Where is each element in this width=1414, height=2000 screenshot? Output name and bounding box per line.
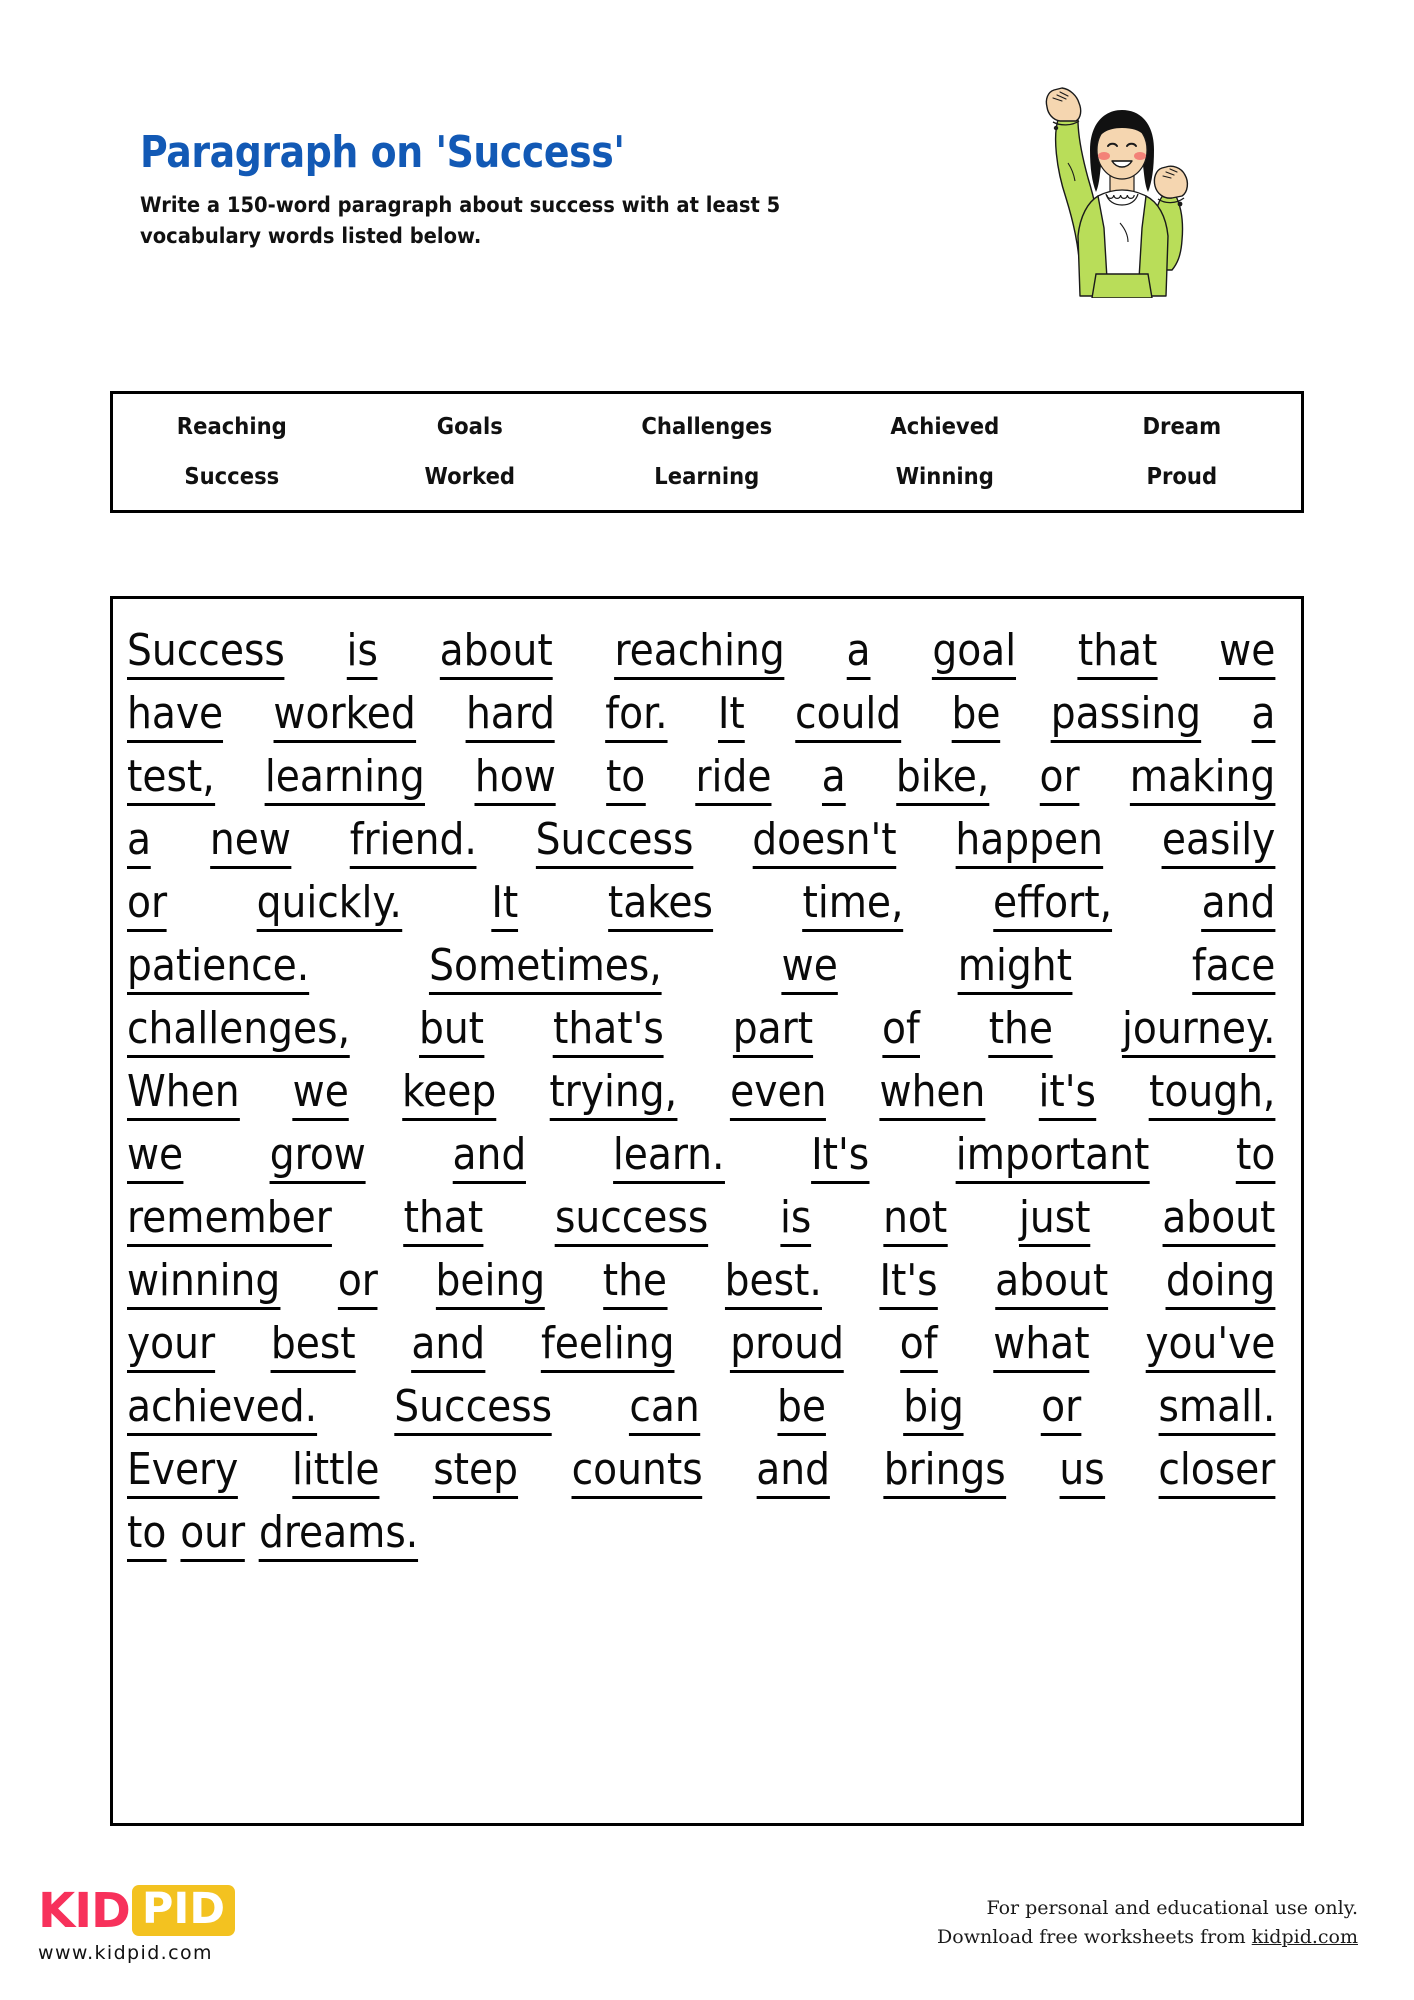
vocabulary-row <box>113 452 1301 502</box>
handwriting-line <box>127 743 1275 806</box>
handwriting-word: being <box>436 1259 546 1310</box>
handwriting-word: that's <box>553 1007 664 1058</box>
handwriting-word: the <box>603 1259 667 1310</box>
vocabulary-word: Goals <box>436 414 503 440</box>
handwriting-word: that <box>404 1196 484 1247</box>
handwriting-word: to <box>606 755 645 806</box>
handwriting-word: takes <box>608 881 713 932</box>
vocabulary-word: Reaching <box>176 414 287 440</box>
handwriting-word: easily <box>1162 818 1276 869</box>
handwriting-word: brings <box>884 1448 1006 1499</box>
handwriting-word: about <box>440 629 553 680</box>
handwriting-word: a <box>822 755 846 806</box>
handwriting-word: success <box>555 1196 708 1247</box>
handwriting-word: keep <box>402 1070 496 1121</box>
handwriting-word: achieved. <box>127 1385 317 1436</box>
vocabulary-word: Learning <box>654 464 760 490</box>
handwriting-line <box>127 1373 1275 1436</box>
handwriting-line <box>127 1310 1275 1373</box>
handwriting-word: test, <box>127 755 215 806</box>
handwriting-word: effort, <box>993 881 1112 932</box>
handwriting-word: us <box>1059 1448 1104 1499</box>
footer-note-prefix: Download free worksheets from <box>937 1926 1252 1949</box>
handwriting-word: that <box>1078 629 1158 680</box>
handwriting-word: your <box>127 1322 215 1373</box>
handwriting-word: grow <box>270 1133 366 1184</box>
page-title: Paragraph on 'Success' <box>140 127 625 178</box>
handwriting-word: about <box>1162 1196 1275 1247</box>
logo-pid-badge: PID <box>132 1885 235 1936</box>
handwriting-word: step <box>433 1448 518 1499</box>
handwriting-word: be <box>777 1385 826 1436</box>
handwriting-word: of <box>882 1007 920 1058</box>
handwriting-word: ride <box>695 755 771 806</box>
handwriting-word: to <box>1236 1133 1275 1184</box>
handwriting-word: Success <box>394 1385 552 1436</box>
footer-usage-note <box>937 1894 1358 1953</box>
vocabulary-word: Success <box>184 464 280 490</box>
handwriting-word: or <box>1040 755 1080 806</box>
handwriting-line <box>127 680 1275 743</box>
handwriting-word: closer <box>1158 1448 1275 1499</box>
handwriting-word: be <box>951 692 1000 743</box>
handwriting-word: little <box>292 1448 380 1499</box>
handwriting-word: It <box>718 692 745 743</box>
celebrating-woman-illustration <box>1022 68 1222 298</box>
handwriting-word: patience. <box>127 944 309 995</box>
handwriting-word: we <box>127 1133 183 1184</box>
handwriting-word: just <box>1019 1196 1091 1247</box>
handwriting-word: proud <box>730 1322 844 1373</box>
handwriting-word: we <box>1219 629 1275 680</box>
worksheet-instructions: Write a 150-word paragraph about success with at least 5 vocabulary words listed below. <box>140 193 781 248</box>
vocabulary-row <box>113 402 1301 452</box>
handwriting-word: is <box>347 629 378 680</box>
handwriting-word: It <box>491 881 518 932</box>
footer-note-line-2 <box>937 1923 1358 1952</box>
handwriting-word: happen <box>955 818 1103 869</box>
handwriting-word: how <box>475 755 556 806</box>
handwriting-word: of <box>900 1322 938 1373</box>
vocabulary-word: Achieved <box>890 414 1000 440</box>
handwriting-line <box>127 806 1275 869</box>
handwriting-word: bike, <box>896 755 989 806</box>
handwriting-word: best. <box>725 1259 822 1310</box>
handwriting-word: journey. <box>1122 1007 1275 1058</box>
handwriting-word: best <box>271 1322 356 1373</box>
vocabulary-word: Winning <box>895 464 994 490</box>
handwriting-line <box>127 932 1275 995</box>
handwriting-word: learning <box>265 755 425 806</box>
handwriting-word: learn. <box>613 1133 725 1184</box>
handwriting-word: might <box>958 944 1072 995</box>
handwriting-word: or <box>338 1259 378 1310</box>
vocabulary-word: Worked <box>424 464 515 490</box>
handwriting-word: tough, <box>1149 1070 1275 1121</box>
handwriting-word: and <box>756 1448 830 1499</box>
handwriting-word: feeling <box>541 1322 675 1373</box>
handwriting-word: and <box>1202 881 1276 932</box>
handwriting-word: remember <box>127 1196 332 1247</box>
logo-website-url: www.kidpid.com <box>38 1942 213 1964</box>
handwriting-word: not <box>883 1196 947 1247</box>
logo-wordmark <box>38 1882 338 1939</box>
handwriting-word: It's <box>879 1259 937 1310</box>
handwriting-word: small. <box>1159 1385 1276 1436</box>
handwriting-word: about <box>995 1259 1108 1310</box>
handwriting-word: a <box>1251 692 1275 743</box>
handwriting-word: winning <box>127 1259 280 1310</box>
handwriting-word: doing <box>1166 1259 1275 1310</box>
handwriting-word: it's <box>1038 1070 1095 1121</box>
handwriting-word: could <box>795 692 901 743</box>
handwriting-word: dreams. <box>259 1511 418 1562</box>
handwriting-word: when <box>880 1070 986 1121</box>
logo-kid-text: KID <box>38 1882 130 1939</box>
handwriting-word: a <box>847 629 871 680</box>
kidpid-logo <box>38 1882 338 1964</box>
handwriting-word: It's <box>811 1133 869 1184</box>
handwriting-word: worked <box>273 692 415 743</box>
worksheet-header <box>140 127 1020 251</box>
handwriting-word: time, <box>802 881 903 932</box>
handwriting-word: but <box>419 1007 484 1058</box>
handwriting-word: face <box>1192 944 1275 995</box>
handwriting-word: doesn't <box>752 818 896 869</box>
handwriting-word: challenges, <box>127 1007 350 1058</box>
handwriting-word: part <box>733 1007 813 1058</box>
handwriting-word: or <box>1041 1385 1081 1436</box>
vocabulary-word: Dream <box>1142 414 1222 440</box>
handwriting-word: Success <box>127 629 285 680</box>
handwriting-word: for. <box>605 692 667 743</box>
handwriting-word: counts <box>572 1448 703 1499</box>
vocabulary-word: Challenges <box>641 414 773 440</box>
handwriting-word: we <box>782 944 838 995</box>
handwriting-word: friend. <box>350 818 477 869</box>
handwriting-word: we <box>293 1070 349 1121</box>
footer-note-line-1: For personal and educational use only. <box>986 1897 1358 1919</box>
handwriting-word: you've <box>1145 1322 1275 1373</box>
handwriting-word: Sometimes, <box>429 944 662 995</box>
kidpid-link[interactable]: kidpid.com <box>1251 1926 1358 1949</box>
handwriting-word: quickly. <box>257 881 402 932</box>
handwriting-word: hard <box>466 692 555 743</box>
handwriting-word: can <box>629 1385 699 1436</box>
handwriting-word: and <box>452 1133 526 1184</box>
handwriting-word: and <box>411 1322 485 1373</box>
handwriting-word: passing <box>1051 692 1201 743</box>
handwriting-word: or <box>127 881 167 932</box>
handwriting-line <box>127 1121 1275 1184</box>
handwriting-word: trying, <box>549 1070 677 1121</box>
handwriting-word: our <box>180 1511 245 1562</box>
handwriting-line <box>127 869 1275 932</box>
handwriting-line <box>127 1058 1275 1121</box>
handwriting-word: Every <box>127 1448 238 1499</box>
handwriting-line <box>127 1436 1275 1499</box>
paragraph-answer-box[interactable] <box>110 596 1304 1826</box>
handwriting-word: even <box>730 1070 826 1121</box>
handwriting-line <box>127 1184 1275 1247</box>
handwriting-word: reaching <box>614 629 784 680</box>
handwriting-word: Success <box>536 818 694 869</box>
vocabulary-word-bank <box>110 391 1304 513</box>
handwriting-word: what <box>993 1322 1089 1373</box>
handwriting-word: goal <box>932 629 1016 680</box>
handwriting-line <box>127 1247 1275 1310</box>
handwriting-word: is <box>780 1196 811 1247</box>
handwriting-word: have <box>127 692 223 743</box>
handwriting-word: to <box>127 1511 166 1562</box>
handwriting-word: new <box>210 818 291 869</box>
handwriting-word: big <box>903 1385 964 1436</box>
handwriting-word: making <box>1130 755 1276 806</box>
handwriting-word: important <box>956 1133 1150 1184</box>
handwriting-line <box>127 1499 1275 1562</box>
vocabulary-word: Proud <box>1146 464 1218 490</box>
handwriting-line <box>127 617 1275 680</box>
handwriting-word: When <box>127 1070 240 1121</box>
handwriting-word: a <box>127 818 151 869</box>
handwriting-line <box>127 995 1275 1058</box>
handwriting-word: the <box>989 1007 1053 1058</box>
